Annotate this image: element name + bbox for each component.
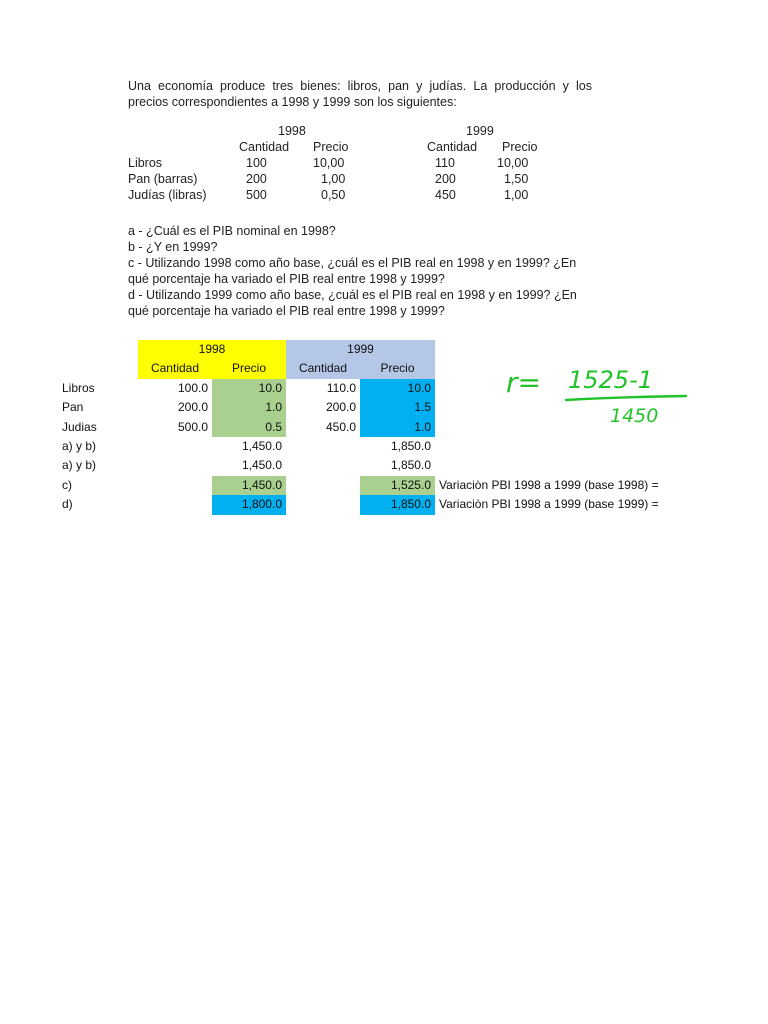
problem-cell: 1,50	[504, 172, 529, 186]
problem-header-precio: Precio	[502, 140, 538, 154]
header-precio-1999[interactable]: Precio	[360, 359, 435, 378]
year-1999-header[interactable]: 1999	[286, 340, 435, 359]
cell-pib-real-1998[interactable]: 1,800.0	[212, 495, 286, 514]
cell-precio-1998[interactable]: 1.0	[212, 398, 286, 417]
problem-questions	[128, 223, 592, 319]
row-label[interactable]: Pan	[62, 400, 84, 415]
problem-cell: 500	[246, 188, 267, 202]
problem-statement	[128, 78, 592, 319]
cell-pib-real-1998[interactable]: 1,450.0	[212, 476, 286, 495]
variation-note-base-1999[interactable]: Variaciòn PBI 1998 a 1999 (base 1999) =	[439, 497, 659, 512]
cell-pib-1998[interactable]: 1,450.0	[241, 438, 282, 453]
handwritten-formula	[500, 360, 700, 430]
problem-header-cantidad: Cantidad	[239, 140, 290, 154]
problem-row-label: Judías (libras)	[128, 188, 207, 202]
cell-pib-1999[interactable]: 1,850.0	[390, 458, 431, 473]
question-line: d - Utilizando 1999 como año base, ¿cuál es el PIB real en 1998 y en 1999? ¿En	[128, 288, 577, 302]
row-label[interactable]: d)	[62, 497, 73, 512]
variation-note-base-1998[interactable]: Variaciòn PBI 1998 a 1999 (base 1998) =	[439, 477, 659, 492]
cell-pib-real-1999[interactable]: 1,850.0	[360, 495, 435, 514]
cell-cantidad-1998[interactable]: 100.0	[177, 380, 208, 395]
problem-year-1999: 1999	[466, 124, 494, 138]
problem-cell: 1,00	[504, 188, 529, 202]
row-label[interactable]: c)	[62, 477, 72, 492]
handwriting-denominator: 1450	[610, 405, 659, 427]
problem-year-1998: 1998	[278, 124, 306, 138]
problem-cell: 200	[435, 172, 456, 186]
row-label[interactable]: a) y b)	[62, 458, 97, 473]
question-line: qué porcentaje ha variado el PIB real entre 1998 y 1999?	[128, 272, 445, 286]
cell-pib-1998[interactable]: 1,450.0	[241, 458, 282, 473]
problem-cell: 200	[246, 172, 267, 186]
cell-precio-1999[interactable]: 1.0	[360, 418, 435, 437]
problem-row-label: Pan (barras)	[128, 172, 198, 186]
header-cantidad-1999[interactable]: Cantidad	[286, 359, 360, 378]
question-line: a - ¿Cuál es el PIB nominal en 1998?	[128, 224, 336, 238]
problem-price-table	[128, 123, 592, 203]
intro-line: precios correspondientes a 1998 y 1999 son los siguientes:	[128, 95, 457, 109]
question-line: qué porcentaje ha variado el PIB real entre 1998 y 1999?	[128, 304, 445, 318]
cell-pib-1999[interactable]: 1,850.0	[390, 438, 431, 453]
cell-pib-real-1999[interactable]: 1,525.0	[360, 476, 435, 495]
problem-cell: 110	[435, 156, 455, 170]
handwriting-numerator: 1525-1	[568, 366, 654, 394]
cell-precio-1998[interactable]: 10.0	[212, 379, 286, 398]
cell-cantidad-1999[interactable]: 110.0	[326, 380, 356, 395]
cell-precio-1999[interactable]: 1.5	[360, 398, 435, 417]
problem-row-label: Libros	[128, 156, 163, 170]
problem-cell: 0,50	[321, 188, 346, 202]
problem-header-cantidad: Cantidad	[427, 140, 478, 154]
problem-header-precio: Precio	[313, 140, 349, 154]
problem-cell: 10,00	[313, 156, 345, 170]
cell-precio-1999[interactable]: 10.0	[360, 379, 435, 398]
row-label[interactable]: a) y b)	[62, 438, 97, 453]
problem-cell: 1,00	[321, 172, 346, 186]
row-label[interactable]: Libros	[62, 380, 95, 395]
row-label[interactable]: Judias	[62, 419, 97, 434]
cell-cantidad-1998[interactable]: 500.0	[177, 419, 208, 434]
problem-cell: 100	[246, 156, 267, 170]
question-line: b - ¿Y en 1999?	[128, 240, 218, 254]
problem-intro	[128, 78, 592, 110]
year-1998-header[interactable]: 1998	[138, 340, 286, 359]
header-precio-1998[interactable]: Precio	[212, 359, 286, 378]
problem-cell: 10,00	[497, 156, 529, 170]
intro-line: Una economía produce tres bienes: libros, pan y judías. La producción y los	[128, 79, 592, 93]
cell-cantidad-1999[interactable]: 200.0	[325, 400, 356, 415]
header-cantidad-1998[interactable]: Cantidad	[138, 359, 212, 378]
cell-precio-1998[interactable]: 0.5	[212, 418, 286, 437]
handwriting-lhs: r=	[506, 366, 541, 399]
problem-cell: 450	[435, 188, 456, 202]
cell-cantidad-1998[interactable]: 200.0	[177, 400, 208, 415]
cell-cantidad-1999[interactable]: 450.0	[325, 419, 356, 434]
question-line: c - Utilizando 1998 como año base, ¿cuál es el PIB real en 1998 y en 1999? ¿En	[128, 256, 577, 270]
fraction-bar	[566, 396, 686, 400]
